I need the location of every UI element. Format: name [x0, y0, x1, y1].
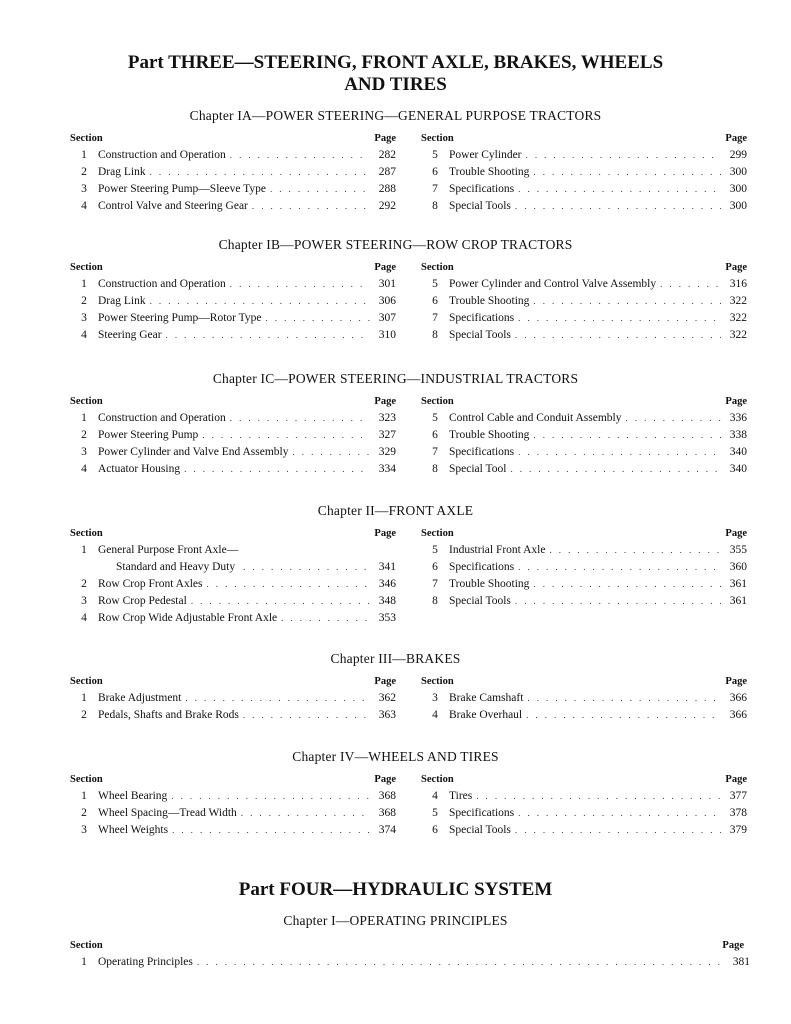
page-number: 378	[729, 807, 747, 819]
page-label: Page	[725, 133, 747, 144]
page-number: 340	[729, 463, 747, 475]
page-number: 366	[729, 709, 747, 721]
section-title: Special Tools	[449, 329, 511, 341]
section-title: Power Cylinder	[449, 149, 522, 161]
section-label: Section	[70, 774, 103, 785]
section-title: Construction and Operation	[98, 278, 226, 290]
page-number: 355	[729, 544, 747, 556]
dot-leader	[197, 954, 724, 971]
toc-entry	[70, 610, 396, 627]
dot-leader	[230, 410, 370, 427]
page-label: Page	[374, 133, 396, 144]
section-title: Specifications	[449, 183, 515, 195]
dot-leader	[150, 293, 370, 310]
section-title: Construction and Operation	[98, 149, 226, 161]
section-title: Control Valve and Steering Gear	[98, 200, 248, 212]
toc-entry	[421, 576, 747, 593]
section-number: 5	[432, 278, 438, 290]
page-number: 368	[378, 790, 396, 802]
page-number: 340	[729, 446, 747, 458]
section-number: 6	[432, 295, 438, 307]
page-number: 329	[378, 446, 396, 458]
part-four-section-heading	[70, 940, 744, 951]
dot-leader	[518, 444, 721, 461]
section-number: 6	[432, 561, 438, 573]
toc-entry	[70, 559, 396, 576]
section-title: Construction and Operation	[98, 412, 226, 424]
column-heading	[70, 774, 396, 785]
section-title: Specifications	[449, 807, 515, 819]
section-number: 1	[81, 956, 87, 968]
chapter-title: Chapter II—FRONT AXLE	[317, 503, 474, 518]
section-label: Section	[70, 262, 103, 273]
toc-entry	[70, 147, 396, 164]
section-number: 3	[81, 824, 87, 836]
section-number: 7	[432, 578, 438, 590]
dot-leader	[515, 593, 721, 610]
page-number: 307	[378, 312, 396, 324]
page-label: Page	[725, 396, 747, 407]
section-label: Section	[70, 676, 103, 687]
page-number: 368	[378, 807, 396, 819]
section-title: Operating Principles	[98, 956, 193, 968]
section-title: Row Crop Wide Adjustable Front Axle	[98, 612, 278, 624]
section-number: 4	[81, 329, 87, 341]
toc-entry	[421, 410, 747, 427]
page-number: 300	[729, 166, 747, 178]
dot-leader	[476, 788, 721, 805]
toc-entry	[421, 542, 747, 559]
section-title: Wheel Spacing—Tread Width	[98, 807, 237, 819]
toc-entry	[421, 805, 747, 822]
dot-leader	[171, 788, 370, 805]
dot-leader	[518, 310, 721, 327]
dot-leader	[518, 805, 721, 822]
section-number: 8	[432, 463, 438, 475]
part-three-title-line2: AND TIRES	[344, 74, 447, 95]
toc-entry	[70, 576, 396, 593]
dot-leader	[533, 164, 721, 181]
page-number: 338	[729, 429, 747, 441]
section-label: Section	[70, 940, 103, 951]
section-number: 2	[81, 807, 87, 819]
page-number: 353	[378, 612, 396, 624]
page-number: 379	[729, 824, 747, 836]
toc-entry	[70, 410, 396, 427]
toc-entry	[421, 593, 747, 610]
section-number: 1	[81, 412, 87, 424]
column-heading	[70, 396, 396, 407]
dot-leader	[241, 805, 370, 822]
page-number: 300	[729, 200, 747, 212]
dot-leader	[243, 559, 370, 576]
dot-leader	[527, 690, 721, 707]
dot-leader	[510, 461, 721, 478]
section-title: Special Tool	[449, 463, 507, 475]
dot-leader	[270, 181, 370, 198]
section-number: 8	[432, 595, 438, 607]
section-title: Trouble Shooting	[449, 295, 530, 307]
toc-entry	[421, 164, 747, 181]
part-three-title-line1: Part THREE—STEERING, FRONT AXLE, BRAKES, WHEELS	[127, 52, 664, 73]
section-number: 7	[432, 446, 438, 458]
toc-entry	[421, 293, 747, 310]
page-label: Page	[722, 940, 744, 951]
section-title: Actuator Housing	[98, 463, 181, 475]
section-title: Industrial Front Axle	[449, 544, 546, 556]
section-label: Section	[421, 133, 454, 144]
page-number: 336	[729, 412, 747, 424]
column-heading	[421, 676, 747, 687]
section-title: Standard and Heavy Duty	[116, 561, 236, 573]
page-number: 348	[378, 595, 396, 607]
column-heading	[70, 528, 396, 539]
toc-entry	[421, 147, 747, 164]
dot-leader	[626, 410, 722, 427]
section-number: 5	[432, 412, 438, 424]
toc-entry	[70, 788, 396, 805]
page-number: 361	[729, 578, 747, 590]
toc-entry	[421, 461, 747, 478]
toc-entry	[70, 276, 396, 293]
section-title: Specifications	[449, 312, 515, 324]
dot-leader	[184, 461, 370, 478]
dot-leader	[518, 181, 721, 198]
section-title: Power Steering Pump	[98, 429, 199, 441]
section-title: Special Tools	[449, 200, 511, 212]
column-heading	[70, 133, 396, 144]
part-four-entry	[70, 954, 750, 971]
section-number: 4	[81, 200, 87, 212]
dot-leader	[526, 147, 721, 164]
section-number: 2	[81, 295, 87, 307]
section-title: Power Steering Pump—Sleeve Type	[98, 183, 266, 195]
section-number: 8	[432, 200, 438, 212]
section-number: 6	[432, 429, 438, 441]
dot-leader	[281, 610, 370, 627]
dot-leader	[660, 276, 721, 293]
dot-leader	[206, 576, 370, 593]
section-number: 6	[432, 824, 438, 836]
page-number: 282	[378, 149, 396, 161]
page-label: Page	[374, 396, 396, 407]
toc-entry	[421, 276, 747, 293]
dot-leader	[515, 327, 721, 344]
toc-entry	[421, 444, 747, 461]
page-number: 292	[378, 200, 396, 212]
section-title: Power Cylinder and Valve End Assembly	[98, 446, 289, 458]
section-title: Brake Adjustment	[98, 692, 182, 704]
section-number: 3	[81, 595, 87, 607]
toc-entry	[70, 461, 396, 478]
dot-leader	[185, 690, 370, 707]
section-number: 4	[432, 709, 438, 721]
part-three-title	[0, 52, 791, 96]
toc-entry	[70, 707, 396, 724]
toc-entry	[70, 164, 396, 181]
page-label: Page	[725, 676, 747, 687]
section-number: 7	[432, 183, 438, 195]
toc-entry	[70, 198, 396, 215]
section-number: 2	[81, 166, 87, 178]
chapter-title: Chapter IC—POWER STEERING—INDUSTRIAL TRACTORS	[212, 371, 579, 386]
toc-entry	[421, 427, 747, 444]
section-number: 8	[432, 329, 438, 341]
page-number: 327	[378, 429, 396, 441]
page-number: 322	[729, 312, 747, 324]
section-label: Section	[70, 133, 103, 144]
section-label: Section	[421, 396, 454, 407]
section-label: Section	[421, 528, 454, 539]
section-number: 1	[81, 544, 87, 556]
dot-leader	[230, 147, 370, 164]
column-heading	[421, 133, 747, 144]
page-number: 374	[378, 824, 396, 836]
toc-entry	[70, 427, 396, 444]
section-number: 3	[81, 312, 87, 324]
dot-leader	[549, 542, 721, 559]
page-number: 334	[378, 463, 396, 475]
part-four-chapter-title: Chapter I—OPERATING PRINCIPLES	[283, 913, 508, 928]
section-number: 3	[432, 692, 438, 704]
page-number: 346	[378, 578, 396, 590]
section-title: General Purpose Front Axle—	[98, 544, 239, 556]
section-number: 2	[81, 578, 87, 590]
section-number: 3	[81, 183, 87, 195]
section-number: 4	[432, 790, 438, 802]
chapter-title: Chapter IB—POWER STEERING—ROW CROP TRACTORS	[218, 237, 573, 252]
dot-leader	[533, 576, 721, 593]
column-heading	[421, 774, 747, 785]
dot-leader	[252, 198, 370, 215]
dot-leader	[243, 707, 370, 724]
section-title: Wheel Weights	[98, 824, 169, 836]
section-number: 5	[432, 544, 438, 556]
page-number: 360	[729, 561, 747, 573]
section-title: Specifications	[449, 561, 515, 573]
page-number: 301	[378, 278, 396, 290]
page-number: 300	[729, 183, 747, 195]
toc-entry	[421, 707, 747, 724]
page-number: 306	[378, 295, 396, 307]
section-title: Special Tools	[449, 824, 511, 836]
section-number: 2	[81, 709, 87, 721]
page-number: 381	[732, 956, 750, 968]
section-title: Brake Camshaft	[449, 692, 524, 704]
dot-leader	[230, 276, 370, 293]
section-label: Section	[421, 676, 454, 687]
column-heading	[70, 676, 396, 687]
column-heading	[421, 396, 747, 407]
toc-entry	[70, 542, 396, 559]
page-label: Page	[374, 774, 396, 785]
page-number: 299	[729, 149, 747, 161]
dot-leader	[150, 164, 370, 181]
section-number: 2	[81, 429, 87, 441]
toc-entry	[70, 805, 396, 822]
toc-entry	[421, 327, 747, 344]
dot-leader	[533, 427, 721, 444]
toc-entry	[421, 559, 747, 576]
page-label: Page	[374, 676, 396, 687]
column-heading	[421, 528, 747, 539]
dot-leader	[172, 822, 370, 839]
page-number: 310	[378, 329, 396, 341]
section-label: Section	[70, 396, 103, 407]
dot-leader	[202, 427, 370, 444]
toc-entry	[421, 198, 747, 215]
section-title: Row Crop Pedestal	[98, 595, 187, 607]
section-title: Trouble Shooting	[449, 578, 530, 590]
dot-leader	[266, 310, 371, 327]
page-number: 366	[729, 692, 747, 704]
page-number: 288	[378, 183, 396, 195]
toc-entry	[70, 822, 396, 839]
section-title: Specifications	[449, 446, 515, 458]
section-title: Trouble Shooting	[449, 429, 530, 441]
section-number: 6	[432, 166, 438, 178]
dot-leader	[292, 444, 370, 461]
page-label: Page	[374, 262, 396, 273]
section-title: Drag Link	[98, 166, 146, 178]
page-number: 287	[378, 166, 396, 178]
page-number: 363	[378, 709, 396, 721]
section-number: 4	[81, 612, 87, 624]
page-number: 323	[378, 412, 396, 424]
dot-leader	[518, 559, 721, 576]
toc-entry	[421, 822, 747, 839]
page-label: Page	[374, 528, 396, 539]
toc-entry	[70, 310, 396, 327]
page-number: 362	[378, 692, 396, 704]
page-label: Page	[725, 528, 747, 539]
section-title: Power Cylinder and Control Valve Assembly	[449, 278, 657, 290]
toc-entry	[70, 327, 396, 344]
column-heading	[421, 262, 747, 273]
section-title: Wheel Bearing	[98, 790, 168, 802]
chapter-title: Chapter IA—POWER STEERING—GENERAL PURPOSE TRACTORS	[189, 108, 602, 123]
section-number: 4	[81, 463, 87, 475]
section-title: Control Cable and Conduit Assembly	[449, 412, 622, 424]
section-title: Pedals, Shafts and Brake Rods	[98, 709, 239, 721]
section-number: 1	[81, 692, 87, 704]
toc-entry	[70, 444, 396, 461]
toc-entry	[70, 181, 396, 198]
section-number: 5	[432, 807, 438, 819]
section-label: Section	[421, 262, 454, 273]
toc-entry	[421, 310, 747, 327]
chapter-title: Chapter III—BRAKES	[330, 651, 461, 666]
section-number: 1	[81, 149, 87, 161]
section-title: Tires	[449, 790, 473, 802]
dot-leader	[515, 822, 721, 839]
toc-entry	[421, 181, 747, 198]
section-label: Section	[421, 774, 454, 785]
dot-leader	[191, 593, 370, 610]
section-title: Brake Overhaul	[449, 709, 523, 721]
section-title: Drag Link	[98, 295, 146, 307]
page-label: Page	[725, 774, 747, 785]
page-number: 361	[729, 595, 747, 607]
section-number: 3	[81, 446, 87, 458]
dot-leader	[515, 198, 721, 215]
page-label: Page	[725, 262, 747, 273]
part-four-title: Part FOUR—HYDRAULIC SYSTEM	[238, 879, 553, 900]
section-title: Trouble Shooting	[449, 166, 530, 178]
column-heading	[70, 262, 396, 273]
section-title: Steering Gear	[98, 329, 162, 341]
dot-leader	[166, 327, 370, 344]
toc-entry	[421, 788, 747, 805]
page-number: 322	[729, 295, 747, 307]
section-title: Power Steering Pump—Rotor Type	[98, 312, 262, 324]
section-title: Special Tools	[449, 595, 511, 607]
section-label: Section	[70, 528, 103, 539]
toc-entry	[70, 690, 396, 707]
page-number: 341	[378, 561, 396, 573]
page-number: 322	[729, 329, 747, 341]
toc-entry	[70, 293, 396, 310]
section-title: Row Crop Front Axles	[98, 578, 203, 590]
toc-entry	[421, 690, 747, 707]
toc-entry	[70, 593, 396, 610]
page-number: 377	[729, 790, 747, 802]
dot-leader	[526, 707, 721, 724]
section-number: 1	[81, 790, 87, 802]
page-number: 316	[729, 278, 747, 290]
section-number: 7	[432, 312, 438, 324]
chapter-title: Chapter IV—WHEELS AND TIRES	[292, 749, 499, 764]
section-number: 1	[81, 278, 87, 290]
dot-leader	[533, 293, 721, 310]
section-number: 5	[432, 149, 438, 161]
